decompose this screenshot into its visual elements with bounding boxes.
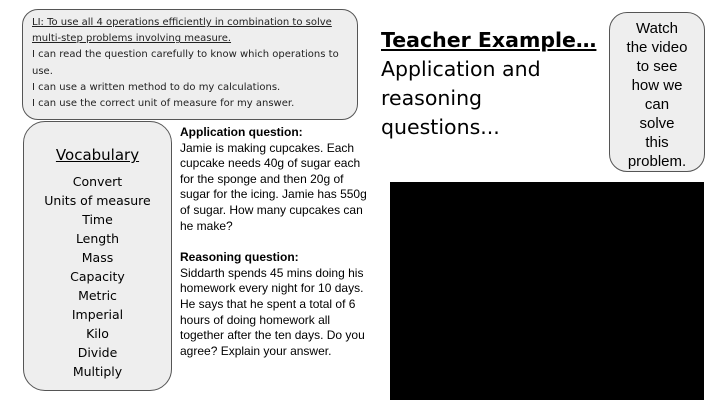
- vocab-item: Mass: [81, 250, 114, 265]
- vocab-item: Length: [75, 231, 120, 246]
- vocab-item: Convert: [72, 174, 123, 189]
- vocab-item: Kilo: [86, 326, 109, 341]
- vocab-item: Divide: [77, 345, 118, 360]
- vocab-item: Metric: [78, 288, 117, 303]
- watch-line: solve: [639, 115, 675, 132]
- application-question-text: Jamie is making cupcakes. Each cupcake needs 40g of sugar each for the sponge and then 20g of sugar for the icing. Jamie has 550g of sugar. How many cupcakes can he make?: [180, 140, 367, 233]
- vocabulary-heading: Vocabulary: [55, 146, 140, 164]
- teacher-example-subtitle: Application and reasoning questions...: [381, 57, 541, 139]
- questions-panel: [180, 125, 374, 375]
- li-title: LI: To use all 4 operations efficiently in combination to solve multi-step problems involving measure.: [32, 17, 332, 45]
- application-question-label: Application question:: [180, 125, 303, 139]
- watch-video-callout: [609, 12, 705, 172]
- teacher-example-heading: [381, 26, 606, 142]
- vocab-item: Units of measure: [44, 193, 151, 208]
- vocab-item: Time: [82, 212, 113, 227]
- video-player[interactable]: [390, 182, 704, 400]
- li-line: I can use a written method to do my calculations.: [32, 81, 281, 93]
- vocab-item: Capacity: [70, 269, 125, 284]
- li-line: I can read the question carefully to know which operations to use.: [32, 49, 339, 77]
- vocab-item: Imperial: [71, 307, 124, 322]
- watch-line: how we: [631, 77, 683, 94]
- li-line: I can use the correct unit of measure for my answer.: [32, 98, 295, 110]
- watch-line: to see: [636, 58, 678, 75]
- reasoning-question-text: Siddarth spends 45 mins doing his homework every night for 10 days. He says that he spent a total of 6 hours of doing homework all together after the ten days. Do you agree? Explain your answer.: [180, 265, 365, 358]
- reasoning-question-label: Reasoning question:: [180, 250, 299, 265]
- watch-line: this: [645, 134, 669, 151]
- vocabulary-box: [23, 121, 172, 391]
- learning-intentions-box: [22, 9, 358, 120]
- watch-line: the video: [626, 39, 688, 56]
- watch-line: problem.: [627, 153, 687, 170]
- watch-line: Watch: [636, 20, 678, 37]
- teacher-example-title: Teacher Example…: [381, 28, 597, 52]
- vocab-item: Multiply: [72, 364, 123, 379]
- watch-line: can: [644, 96, 670, 113]
